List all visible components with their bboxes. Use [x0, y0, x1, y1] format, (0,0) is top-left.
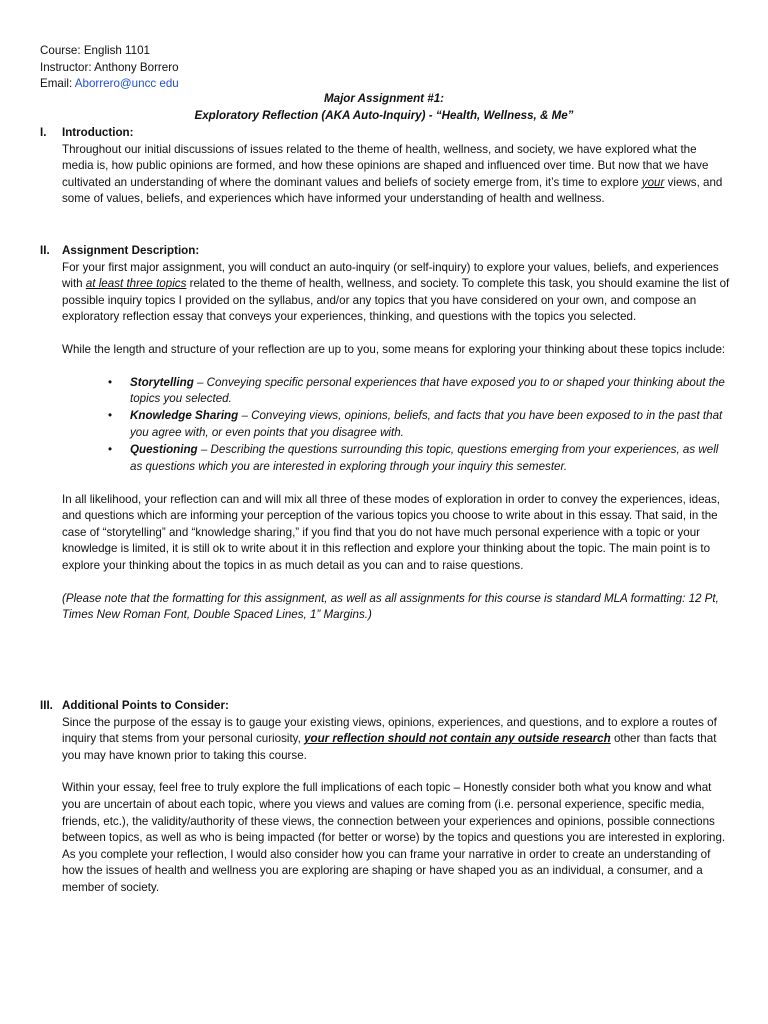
bullet-term: Storytelling — [130, 375, 194, 389]
section-description — [40, 243, 730, 624]
bullet-icon: • — [108, 409, 113, 423]
section-heading — [40, 698, 730, 715]
section-title: Assignment Description: — [62, 244, 200, 257]
additional-text-b: other than facts that you may have known prior to taking this course. — [62, 732, 717, 762]
title-line-2: Exploratory Reflection (AKA Auto-Inquiry) - “Health, Wellness, & Me” — [194, 108, 574, 122]
section-title: Introduction: — [62, 126, 134, 139]
section-title: Additional Points to Consider: — [62, 699, 229, 712]
course-header — [40, 43, 179, 93]
additional-paragraph-2: Within your essay, feel free to truly explore the full implications of each topic – Honestly consider both what you know and what you are uncertain of about each topic, where you views and values are coming from (i.e. personal experience, specific media, friends, etc.), the validity/authority of these views, the connection between your experiences and opinions, possible connections between topics, as well as who is being impacted (for better or worse) by the topics and questions you are interested in exploring. As you complete your reflection, I would also consider how you can frame your narrative in order to create an understanding of how the issues of health and wellness you are exploring are shaping or have shaped you as an individual, a consumer, and a member of society. — [62, 781, 726, 894]
section-number: I. — [40, 126, 47, 139]
section-introduction — [40, 125, 730, 208]
description-paragraph-1 — [62, 260, 730, 326]
intro-paragraph — [62, 142, 730, 208]
bullet-term: Knowledge Sharing — [130, 409, 239, 423]
intro-emphasis: your — [641, 175, 665, 189]
section-number: III. — [40, 699, 53, 712]
section-additional-points — [40, 698, 730, 897]
list-item — [108, 375, 730, 408]
intro-text-a: Throughout our initial discussions of issues related to the theme of health, wellness, and society, we have explored what the media is, how public opinions are formed, and how these opinions are shaped and influenced over time. But now that we have cultivated an understanding of where the dominant values and beliefs of society emerge from, it’s time to explore — [62, 142, 709, 189]
description-paragraph-2: While the length and structure of your reflection are up to you, some means for exploring your thinking about these topics include: — [62, 342, 726, 356]
bullet-term: Questioning — [130, 442, 198, 456]
assignment-title — [0, 91, 768, 125]
description-paragraph-3: In all likelihood, your reflection can and will mix all three of these modes of exploration in order to convey the experiences, ideas, and questions which are informing your perception of the various topics you choose to write about in this essay. That said, in the case of “storytelling” and “knowledge sharing,” if you find that you do not have much personal experience with a topic or your knowledge is limited, it is still ok to write about it in this reflection and explore your thinking about the topic. The main point is to explore your thinking about the topics in as much detail as you can and to raise questions. — [62, 492, 720, 572]
additional-emphasis: your reflection should not contain any outside research — [304, 732, 611, 746]
description-text-b: related to the theme of health, wellness, and society. To complete this task, you should examine the list of possible inquiry topics I provided on the syllabus, and/or any topics that you have considered on your own, and compose an exploratory reflection essay that conveys your experiences, thinking, and questions with the topics you selected. — [62, 277, 730, 324]
additional-text-a: Since the purpose of the essay is to gauge your existing views, opinions, experiences, and questions, and to explore a routes of inquiry that stems from your personal curiosity, — [62, 715, 717, 746]
list-item — [108, 442, 730, 475]
bullet-text: – Describing the questions surrounding this topic, questions emerging from your experiences, as well as questions which you are interested in exploring through your inquiry this semester. — [130, 442, 719, 473]
email-link[interactable]: Aborrero@uncc edu — [74, 77, 179, 90]
formatting-note: (Please note that the formatting for this assignment, as well as all assignments for this course is standard MLA formatting: 12 Pt, Times New Roman Font, Double Spaced Lines, 1” Margins.) — [62, 591, 719, 622]
bullet-icon: • — [108, 442, 113, 456]
course-line: Course: English 1101 — [40, 44, 150, 57]
email-label: Email: — [40, 77, 75, 90]
section-number: II. — [40, 244, 50, 257]
instructor-line: Instructor: Anthony Borrero — [40, 60, 179, 74]
bullet-text: – Conveying views, opinions, beliefs, and facts that you have been exposed to in the past that you agree with, or even points that you disagree with. — [130, 409, 723, 439]
bullet-text: – Conveying specific personal experiences that have exposed you to or shaped your thinking about the topics you selected. — [130, 375, 725, 406]
bullet-icon: • — [108, 375, 113, 389]
title-line-1: Major Assignment #1: — [323, 92, 445, 105]
section-heading — [40, 125, 730, 142]
intro-text-b: views, and some of values, beliefs, and experiences which have informed your understanding of health and wellness. — [62, 175, 723, 206]
section-heading — [40, 243, 730, 260]
exploration-modes-list — [62, 375, 730, 476]
additional-paragraph-1 — [62, 715, 730, 765]
description-text-a: For your first major assignment, you will conduct an auto-inquiry (or self-inquiry) to explore your values, beliefs, and experiences with — [62, 260, 719, 291]
list-item — [108, 408, 730, 441]
description-emphasis: at least three topics — [85, 277, 187, 291]
